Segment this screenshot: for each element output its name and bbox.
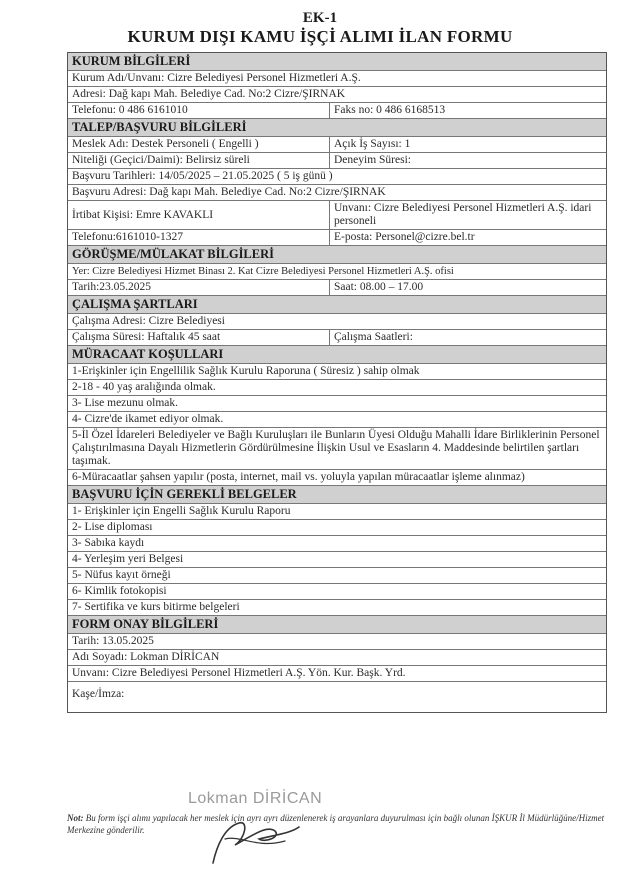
- onay-adsoyad: Adı Soyadı: Lokman DİRİCAN: [72, 651, 220, 663]
- belge-1: 1- Erişkinler için Engelli Sağlık Kurulu Raporu: [72, 505, 291, 517]
- meslek-adi: Meslek Adı: Destek Personeli ( Engelli ): [68, 137, 330, 152]
- calisma-saatleri: Çalışma Saatleri:: [334, 331, 413, 343]
- kase-imza: Kaşe/İmza:: [72, 688, 125, 700]
- belge-7: 7- Sertifika ve kurs bitirme belgeleri: [72, 601, 240, 613]
- onay-unvan: Unvanı: Cizre Belediyesi Personel Hizmetleri A.Ş. Yön. Kur. Başk. Yrd.: [72, 667, 406, 679]
- deneyim-suresi: Deneyim Süresi:: [334, 154, 411, 166]
- irtibat-eposta: E-posta: Personel@cizre.bel.tr: [334, 231, 475, 243]
- niteligi: Niteliği (Geçici/Daimi): Belirsiz süreli: [68, 153, 330, 168]
- muracaat-kosulu-2: 2-18 - 40 yaş aralığında olmak.: [72, 381, 216, 393]
- note-text: Bu form işçi alımı yapılacak her meslek için ayrı ayrı düzenlenerek iş arayanlara duyurulması için bağlı olunan İŞKUR İl Müdürlüğüne/Hizmet Merkezine gönderilir.: [67, 813, 605, 835]
- kurum-adi: Kurum Adı/Unvanı: Cizre Belediyesi Personel Hizmetleri A.Ş.: [72, 72, 361, 84]
- calisma-adresi: Çalışma Adresi: Cizre Belediyesi: [72, 315, 225, 327]
- form-title: KURUM DIŞI KAMU İŞÇİ ALIMI İLAN FORMU: [127, 27, 513, 46]
- gorusme-yer: Yer: Cizre Belediyesi Hizmet Binası 2. Kat Cizre Belediyesi Personel Hizmetleri A.Ş. ofisi: [72, 266, 454, 277]
- name-stamp: Lokman DİRİCAN: [188, 790, 323, 807]
- section-header-muracaat: MÜRACAAT KOŞULLARI: [68, 346, 606, 364]
- gorusme-tarih: Tarih:23.05.2025: [68, 280, 330, 295]
- muracaat-kosulu-3: 3- Lise mezunu olmak.: [72, 397, 179, 409]
- muracaat-kosulu-4: 4- Cizre'de ikamet ediyor olmak.: [72, 413, 224, 425]
- note-label: Not:: [67, 813, 84, 823]
- belge-2: 2- Lise diploması: [72, 521, 153, 533]
- basvuru-tarihleri: Başvuru Tarihleri: 14/05/2025 – 21.05.2025 ( 5 iş günü ): [72, 170, 333, 182]
- belge-3: 3- Sabıka kaydı: [72, 537, 145, 549]
- annex-label: EK-1: [302, 10, 338, 26]
- belge-6: 6- Kimlik fotokopisi: [72, 585, 167, 597]
- kurum-adres: Adresi: Dağ kapı Mah. Belediye Cad. No:2 Cizre/ŞIRNAK: [72, 88, 346, 100]
- gorusme-saat: Saat: 08.00 – 17.00: [334, 281, 424, 293]
- muracaat-kosulu-5: 5-İl Özel İdareleri Belediyeler ve Bağlı Kuruluşları ile Bunların Üyesi Olduğu Mahalli İdare Birliklerinin Personel Çalıştırılmasına Dayalı Hizmetlerin Gördürülmesine İlişkin Usul ve Esasların 4. Maddesinde belirtilen şartları taşımak.: [72, 429, 600, 467]
- irtibat-kisisi: İrtibat Kişisi: Emre KAVAKLI: [68, 201, 330, 229]
- belge-4: 4- Yerleşim yeri Belgesi: [72, 553, 184, 565]
- basvuru-adresi: Başvuru Adresi: Dağ kapı Mah. Belediye Cad. No:2 Cizre/ŞIRNAK: [72, 186, 386, 198]
- irtibat-telefon: Telefonu:6161010-1327: [68, 230, 330, 245]
- kurum-telefon: Telefonu: 0 486 6161010: [68, 103, 330, 118]
- section-header-belgeler: BAŞVURU İÇİN GEREKLİ BELGELER: [68, 486, 606, 504]
- acik-is-sayisi: Açık İş Sayısı: 1: [334, 138, 411, 150]
- section-header-kurum: KURUM BİLGİLERİ: [68, 53, 606, 71]
- onay-tarih: Tarih: 13.05.2025: [72, 635, 154, 647]
- irtibat-unvani: Unvanı: Cizre Belediyesi Personel Hizmetleri A.Ş. idari personeli: [334, 202, 592, 227]
- section-header-onay: FORM ONAY BİLGİLERİ: [68, 616, 606, 634]
- belge-5: 5- Nüfus kayıt örneği: [72, 569, 171, 581]
- muracaat-kosulu-1: 1-Erişkinler için Engellilik Sağlık Kurulu Raporuna ( Süresiz ) sahip olmak: [72, 365, 420, 377]
- muracaat-kosulu-6: 6-Müracaatlar şahsen yapılır (posta, internet, mail vs. yoluyla yapılan müracaatlar işleme alınmaz): [72, 471, 525, 483]
- calisma-suresi: Çalışma Süresi: Haftalık 45 saat: [68, 330, 330, 345]
- kurum-faks: Faks no: 0 486 6168513: [334, 104, 446, 116]
- footer-note: [67, 812, 612, 836]
- section-header-gorusme: GÖRÜŞME/MÜLAKAT BİLGİLERİ: [68, 246, 606, 264]
- form-table: [67, 52, 607, 713]
- section-header-talep: TALEP/BAŞVURU BİLGİLERİ: [68, 119, 606, 137]
- section-header-calisma: ÇALIŞMA ŞARTLARI: [68, 296, 606, 314]
